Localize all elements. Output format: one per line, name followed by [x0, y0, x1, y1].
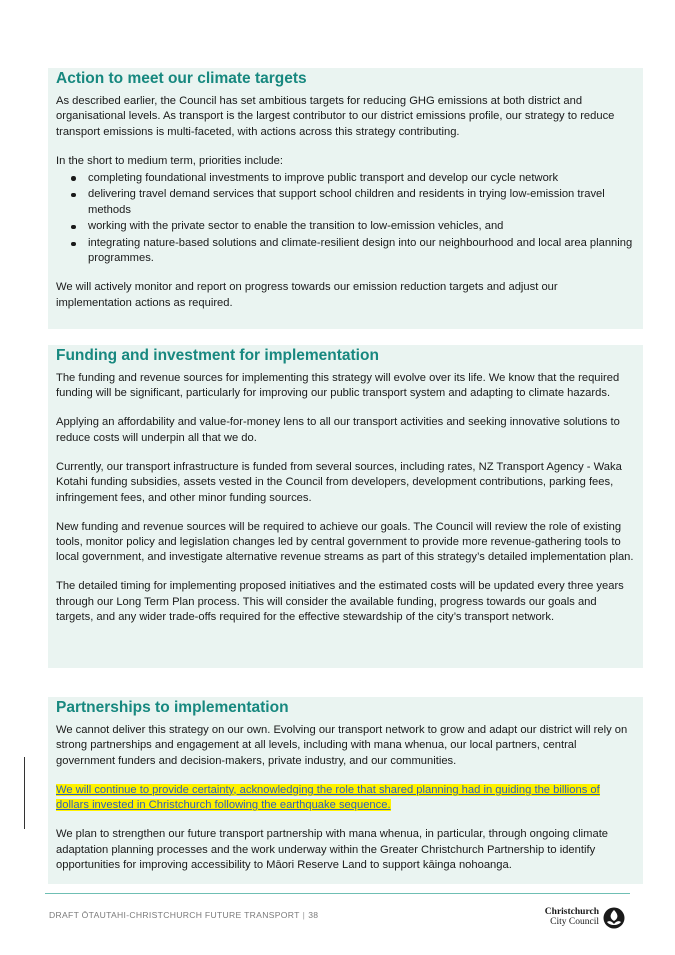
paragraph: Applying an affordability and value-for-money lens to all our transport activities and seeking innovative solutions to reduce costs will underpin all that we do.: [56, 416, 620, 444]
paragraph: In the short to medium term, priorities include:: [56, 154, 283, 167]
paragraph: The detailed timing for implementing proposed initiatives and the estimated costs will be updated every three years through our Long Term Plan process. This will consider the available funding, progress towards our goals and targets, and any wider trade-offs required for the effective stewardship of the city’s transport network.: [56, 580, 624, 624]
footer-divider: [45, 893, 630, 894]
paragraph: As described earlier, the Council has set ambitious targets for reducing GHG emissions at both district and organisational levels. As transport is the largest contributor to our district emissions profile, our strategy to reduce transport emissions is multi-faceted, with actions across this strategy contributing.: [56, 95, 615, 138]
list-item: working with the private sector to enable the transition to low-emission vehicles, and: [56, 219, 635, 234]
highlighted-paragraph: [56, 783, 635, 814]
page-number: 38: [308, 910, 319, 920]
list-item: completing foundational investments to improve public transport and develop our cycle network: [56, 171, 635, 186]
partnerships-section: [48, 697, 643, 884]
christchurch-city-council-logo-icon: [603, 907, 625, 929]
climate-targets-section: [48, 68, 643, 329]
footer-separator: |: [302, 910, 306, 920]
list-item: integrating nature-based solutions and climate-resilient design into our neighbourhood and local area planning programmes.: [56, 236, 635, 267]
paragraph: We will actively monitor and report on progress towards our emission reduction targets and adjust our implementation actions as required.: [56, 281, 558, 309]
list-item: delivering travel demand services that support school children and residents in trying low-emission travel methods: [56, 187, 635, 218]
section-heading: Action to meet our climate targets: [56, 70, 307, 87]
section-heading: Partnerships to implementation: [56, 699, 289, 716]
paragraph: New funding and revenue sources will be required to achieve our goals. The Council will review the role of existing tools, monitor policy and legislation changes led by central government to provide more revenue-gathering tools to local government, and investigate alternative revenue streams as part of this strategy’s detailed implementation plan.: [56, 520, 634, 564]
change-bar: [24, 757, 25, 829]
priorities-list: [56, 171, 635, 267]
paragraph: Currently, our transport infrastructure is funded from several sources, including rates, NZ Transport Agency - Waka Kotahi funding subsidies, assets vested in the Council from developers, development contributions, parking fees, infringement fees, and other minor funding sources.: [56, 460, 622, 504]
highlighted-text: We will continue to provide certainty, acknowledging the role that shared planning had in guiding the billions of dollars invested in Christchurch following the earthquake sequence.: [56, 783, 600, 812]
paragraph: We plan to strengthen our future transport partnership with mana whenua, in particular, through ongoing climate adaptation planning processes and the work underway within the Greater Christchurch Partnership to identify opportunities for improving accessibility to Māori Reserve Land to support kāinga nohoanga.: [56, 828, 609, 872]
logo-line-2: City Council: [550, 917, 599, 927]
logo-wordmark: [545, 907, 599, 927]
paragraph: We cannot deliver this strategy on our own. Evolving our transport network to grow and adapt our district will rely on strong partnerships and engagement at all levels, including with mana whenua, our local partners, central government funders and decision-makers, private industry, and our communities.: [56, 724, 628, 767]
paragraph: The funding and revenue sources for implementing this strategy will evolve over its life. We know that the required funding will be significant, particularly for improving our public transport system and adapting to climate hazards.: [56, 372, 620, 400]
footer: [49, 910, 318, 920]
logo-line-1: Christchurch: [544, 907, 599, 917]
section-heading: Funding and investment for implementation: [56, 347, 379, 364]
council-logo: [540, 907, 625, 931]
funding-section: [48, 345, 643, 668]
footer-doc-title: DRAFT ŌTAUTAHI-CHRISTCHURCH FUTURE TRANSPORT: [49, 910, 300, 920]
